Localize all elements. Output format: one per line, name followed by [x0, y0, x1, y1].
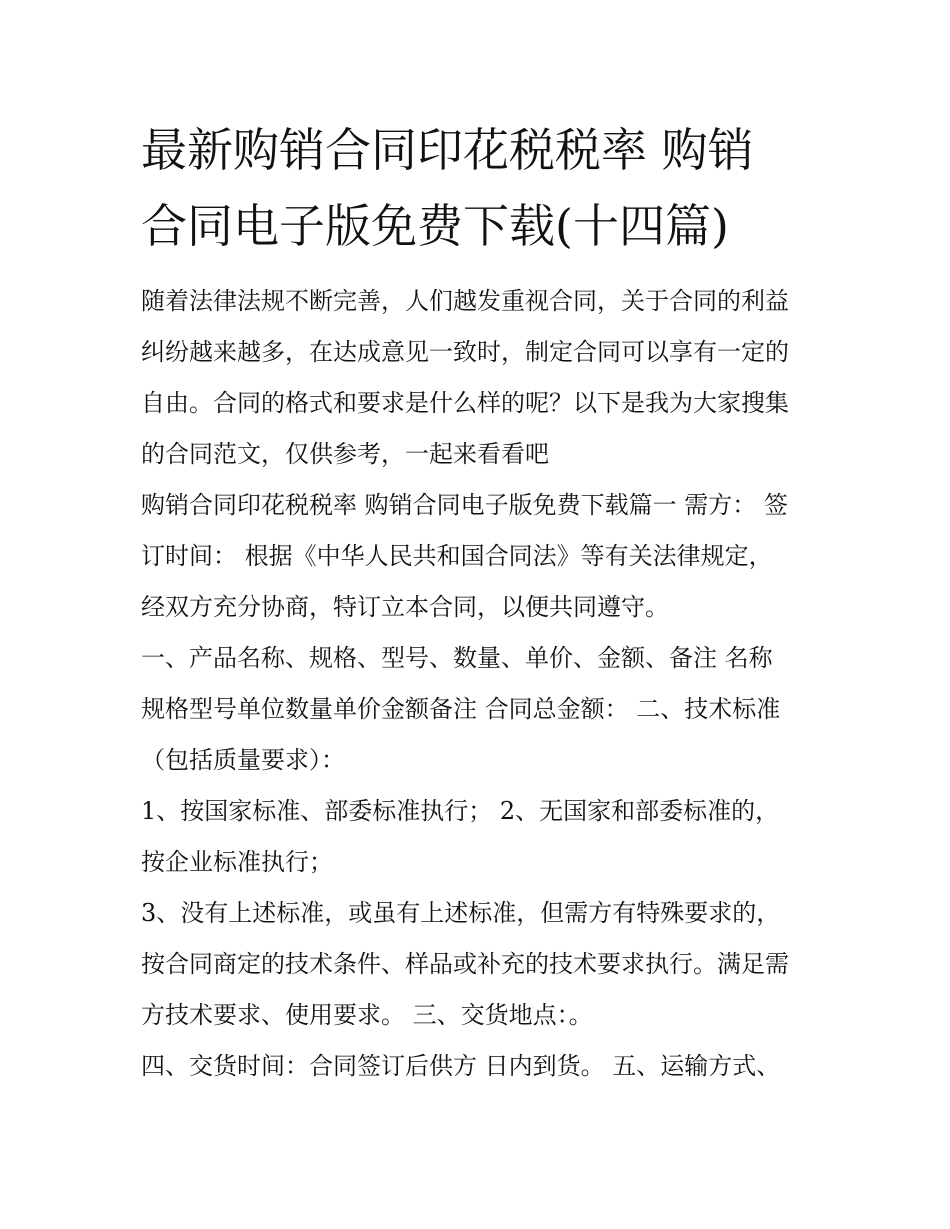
document-title: [141, 112, 841, 264]
body-line: 随着法律法规不断完善，人们越发重视合同，关于合同的利益: [141, 287, 789, 315]
body-line: （包括质量要求）：: [141, 746, 345, 774]
body-line: 经双方充分协商，特订立本合同，以便共同遵守。: [141, 593, 669, 621]
body-line: 纠纷越来越多，在达成意见一致时，制定合同可以享有一定的: [141, 338, 789, 366]
body-line: 1、按国家标准、部委标准执行； 2、无国家和部委标准的，: [141, 797, 780, 825]
body-line: 一、产品名称、规格、型号、数量、单价、金额、备注 名称: [141, 644, 773, 672]
document-body: [141, 276, 816, 1092]
body-line: 方技术要求、使用要求。 三、交货地点：。: [141, 1001, 593, 1029]
body-line: 四、交货时间：合同签订后供方 日内到货。 五、运输方式、: [141, 1052, 781, 1080]
body-line: 订时间： 根据《中华人民共和国合同法》等有关法律规定，: [141, 542, 773, 570]
title-line: 合同电子版免费下载(十四篇): [141, 199, 729, 253]
body-line: 按合同商定的技术条件、样品或补充的技术要求执行。满足需: [141, 950, 789, 978]
body-line: 的合同范文，仅供参考，一起来看看吧: [141, 440, 549, 468]
body-line: 购销合同印花税税率 购销合同电子版免费下载篇一 需方： 签: [141, 491, 788, 519]
title-line: 最新购销合同印花税税率 购销: [141, 123, 754, 177]
body-line: 规格型号单位数量单价金额备注 合同总金额： 二、技术标准: [141, 695, 781, 723]
body-line: 3、没有上述标准，或虽有上述标准，但需方有特殊要求的，: [141, 899, 781, 927]
body-line: 按企业标准执行；: [141, 848, 333, 876]
body-line: 自由。合同的格式和要求是什么样的呢？以下是我为大家搜集: [141, 389, 789, 417]
